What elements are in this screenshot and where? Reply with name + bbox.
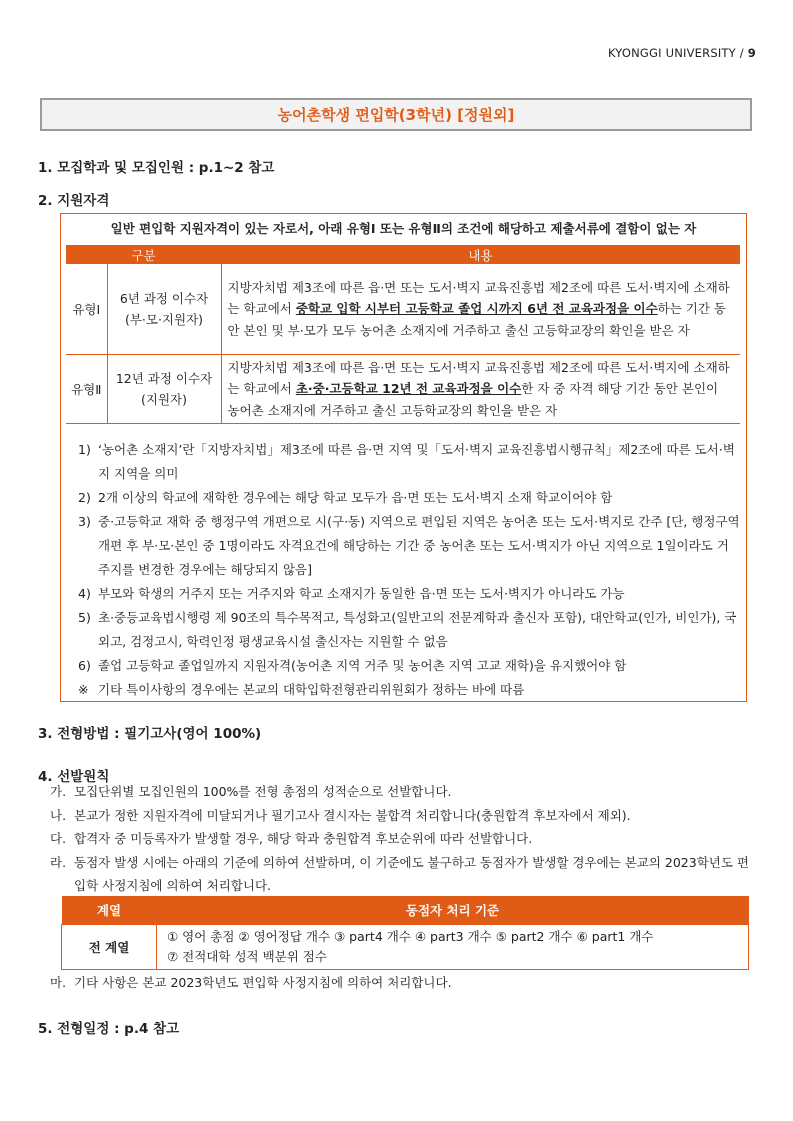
selection-principles — [50, 780, 760, 898]
table-row — [62, 924, 749, 969]
course-who: (지원자) — [141, 391, 187, 407]
note-text: 기타 특이사항의 경우에는 본교의 대학입학전형관리위원회가 정하는 바에 따름 — [98, 682, 525, 697]
note-marker: 4) — [78, 586, 91, 601]
note-text: ‘농어촌 소재지’란「지방자치법」제3조에 따른 읍·면 지역 및「도서·벽지 교육진흥법시행규칙」제2조에 따른 도서·벽지 지역을 의미 — [98, 442, 735, 481]
section-1-heading: 1. 모집학과 및 모집인원 : p.1~2 참고 — [38, 160, 275, 176]
note-marker: 6) — [78, 658, 91, 673]
criteria-line: ⑦ 전적대학 성적 백분위 점수 — [167, 948, 327, 964]
item-marker: 나. — [50, 807, 67, 823]
section-2-heading: 2. 지원자격 — [38, 193, 110, 209]
desc-text: 지방자치법 제3조에 따른 읍·면 또는 도서·벽지 교육진흥법 제2조에 따른 도서·벽지에 소재하는 학교에서 — [227, 279, 730, 316]
type-cell: 유형Ⅱ — [66, 354, 107, 424]
criteria-cell — [157, 924, 749, 969]
note-text: 졸업 고등학교 졸업일까지 지원자격(농어촌 지역 거주 및 농어촌 지역 고교 재학)을 유지했어야 함 — [98, 658, 627, 673]
page-title: 농어촌학생 편입학(3학년) [정원외] — [40, 98, 752, 131]
list-item — [78, 606, 740, 654]
table-row — [66, 264, 740, 354]
selection-principles-last — [50, 971, 760, 995]
eligibility-notes — [78, 438, 740, 702]
criteria-line: ① 영어 총점 ② 영어정답 개수 ③ part4 개수 ④ part3 개수 ⑤ part2 개수 ⑥ part1 개수 — [167, 928, 654, 944]
section-4-heading: 4. 선발원칙 — [38, 769, 110, 785]
note-marker: ※ — [78, 682, 89, 697]
note-text: 2개 이상의 학교에 재학한 경우에는 해당 학교 모두가 읍·면 또는 도서·벽지 소재 학교이어야 함 — [98, 490, 613, 505]
list-item — [78, 486, 740, 510]
note-marker: 1) — [78, 442, 91, 457]
col-header-category: 구분 — [66, 245, 221, 264]
course-name: 6년 과정 이수자 — [119, 290, 209, 306]
desc-emphasis: 초·중·고등학교 12년 전 교육과정을 이수 — [295, 381, 522, 396]
item-text: 합격자 중 미등록자가 발생할 경우, 해당 학과 충원합격 후보순위에 따라 선발합니다. — [74, 831, 533, 846]
desc-emphasis: 중학교 입학 시부터 고등학교 졸업 시까지 6년 전 교육과정을 이수 — [295, 301, 658, 316]
page-header — [608, 46, 756, 60]
note-marker: 3) — [78, 514, 91, 529]
eligibility-intro: 일반 편입학 지원자격이 있는 자로서, 아래 유형Ⅰ 또는 유형Ⅱ의 조건에 해당하고 제출서류에 결함이 없는 자 — [110, 221, 697, 236]
qualification-table-wrap — [66, 245, 740, 424]
item-marker: 마. — [50, 975, 67, 990]
item-text: 모집단위별 모집인원의 100%를 전형 총점의 성적순으로 선발합니다. — [74, 784, 452, 799]
list-item — [78, 678, 740, 702]
section-3-heading: 3. 전형방법 : 필기고사(영어 100%) — [38, 726, 262, 742]
note-marker: 5) — [78, 610, 91, 625]
col-header-track: 계열 — [62, 896, 157, 924]
desc-text: 지방자치법 제3조에 따른 읍·면 또는 도서·벽지 교육진흥법 제2조에 따른 도서·벽지에 소재하는 학교에서 — [227, 359, 730, 396]
course-cell — [107, 354, 221, 424]
course-cell — [107, 264, 221, 354]
course-who: (부·모·지원자) — [124, 311, 204, 327]
list-item — [78, 582, 740, 606]
table-row — [66, 354, 740, 424]
col-header-criteria: 동점자 처리 기준 — [157, 896, 749, 924]
list-item — [78, 510, 740, 582]
note-text: 부모와 학생의 거주지 또는 거주지와 학교 소재지가 동일한 읍·면 또는 도서·벽지가 아니라도 가능 — [98, 586, 625, 601]
item-text: 동점자 발생 시에는 아래의 기준에 의하여 선발하며, 이 기준에도 불구하고 동점자가 발생할 경우에는 본교의 2023학년도 편입학 사정지침에 의하여 처리합니다. — [74, 854, 749, 893]
type-cell: 유형Ⅰ — [66, 264, 107, 354]
tie-break-table — [61, 896, 749, 970]
item-marker: 라. — [50, 854, 67, 870]
desc-cell — [221, 354, 740, 424]
note-marker: 2) — [78, 490, 91, 505]
qualification-table — [66, 245, 740, 424]
desc-cell — [221, 264, 740, 354]
list-item — [50, 971, 760, 995]
list-item — [50, 851, 760, 898]
desc-text: 하는 기간 동안 본인 및 부·모가 모두 농어촌 소재지에 거주하고 출신 고등학교장의 확인을 받은 자 — [227, 301, 726, 338]
desc-text: 한 자 중 자격 해당 기간 동안 본인이 농어촌 소재지에 거주하고 출신 고등학교장의 확인을 받은 자 — [227, 381, 719, 418]
note-text: 초·중등교육법시행령 제 90조의 특수목적고, 특성화고(일반고의 전문계학과 출신자 포함), 대안학교(인가, 비인가), 국외고, 검정고시, 학력인정 평생교육시설 출신자는 지원할 수 없음 — [98, 610, 737, 649]
list-item — [78, 654, 740, 678]
list-item — [50, 804, 760, 828]
list-item — [78, 438, 740, 486]
item-text: 본교가 정한 지원자격에 미달되거나 필기고사 결시자는 불합격 처리합니다(충원합격 후보자에서 제외). — [74, 807, 631, 823]
col-header-content: 내용 — [221, 245, 740, 264]
note-text: 중·고등학교 재학 중 행정구역 개편으로 시(구·동) 지역으로 편입된 지역은 농어촌 또는 도서·벽지로 간주 [단, 행정구역 개편 후 부·모·본인 중 1명이라도 자격요건에 해당하는 기간 중 농어촌 또는 도서·벽지가 아닌 지역으로 1일이라도 거주지를 변경한 경우에는 해당되지 않음] — [98, 514, 740, 577]
section-5-heading: 5. 전형일정 : p.4 참고 — [38, 1021, 180, 1037]
track-cell: 전 계열 — [62, 924, 157, 969]
item-marker: 가. — [50, 784, 67, 799]
item-text: 기타 사항은 본교 2023학년도 편입학 사정지침에 의하여 처리합니다. — [74, 975, 452, 990]
page-number: 9 — [747, 46, 756, 60]
university-name: KYONGGI UNIVERSITY / — [607, 46, 744, 60]
course-name: 12년 과정 이수자 — [115, 370, 213, 386]
item-marker: 다. — [50, 831, 67, 846]
list-item — [50, 780, 760, 804]
list-item — [50, 827, 760, 851]
